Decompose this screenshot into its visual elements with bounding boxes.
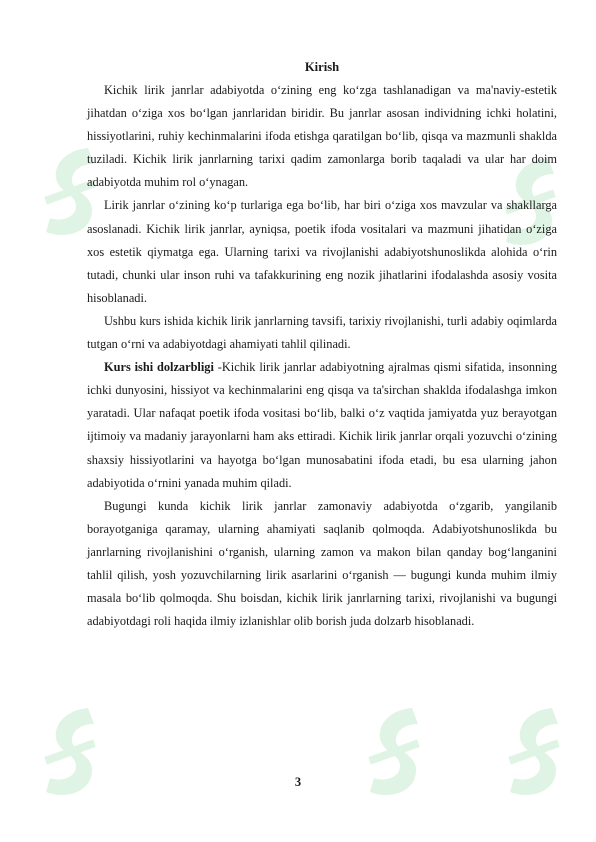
paragraph-text: Lirik janrlar o‘zining ko‘p turlariga ega bo‘lib, har biri o‘ziga xos mavzular va shakllarga asoslanadi. Kichik lirik janrlar, ayniqsa, poetik ifoda vositalari va mazmuni jihatidan o‘ziga xos estetik qiymatga ega. Ularning tarixi va rivojlanishi adabiyotshunoslikda alohida o‘rin tutadi, chunki ular inson ruhi va tafakkurining eng nozik jihatlarini ifodalashda asosiy vosita hisoblanadi. [87, 198, 557, 305]
paragraph-lead-heading: Kurs ishi dolzarbligi [104, 360, 214, 375]
page-title: Kirish [304, 60, 340, 74]
paragraph-intro-5 [87, 495, 557, 634]
paragraph-text: -Kichik lirik janrlar adabiyotning ajralmas qismi sifatida, insonning ichki dunyosini, hissiyot va kechinmalarini eng qisqa va ta'sirchan shaklda ifodalashga imkon yaratadi. Ular nafaqat poetik ifoda vositasi bo‘lib, balki o‘z vaqtida jamiyatda yuz berayotgan ijtimoiy va madaniy jarayonlarni ham aks ettiradi. Kichik lirik janrlar orqali yozuvchi o‘zining shaxsiy hissiyotlarini va hayotga bo‘lgan munosabatini ifoda etadi, bu esa ularning jahon adabiyotida o‘rnini yanada muhim qiladi. [87, 360, 558, 490]
watermark-logo-icon [36, 700, 106, 810]
watermark-logo-icon [360, 700, 430, 810]
paragraph-intro-1 [87, 79, 557, 194]
paragraph-intro-2 [87, 194, 557, 309]
watermark-logo-icon [500, 700, 570, 810]
paragraph-intro-3 [87, 310, 557, 356]
paragraph-text: Bugungi kunda kichik lirik janrlar zamonaviy adabiyotda o‘zgarib, yangilanib borayotganiga qaramay, ularning ahamiyati saqlanib qolmoqda. Adabiyotshunoslikda bu janrlarning rivojlanishini o‘rganish, ularning zamon va makon bilan qanday bog‘langanini tahlil qilish, yosh yozuvchilarning lirik asarlarini o‘rganish — bugungi kunda muhim ilmiy masala bo‘lib qolmoqda. Shu boisdan, kichik lirik janrlarning tarixi, rivojlanishi va bugungi adabiyotdagi roli haqida ilmiy izlanishlar olib borish juda dolzarb hisoblanadi. [87, 498, 557, 629]
paragraph-text: Kichik lirik janrlar adabiyotda o‘zining eng ko‘zga tashlanadigan va ma'naviy-estetik jihatdan o‘ziga xos bo‘lgan janrlaridan biridir. Bu janrlar asosan individning ichki holatini, hissiyotlarini, ruhiy kechinmalarini ifoda etishga qaratilgan bo‘lib, qisqa va mazmunli shaklda tuziladi. Kichik lirik janrlarning tarixi qadim zamonlarga borib taqaladi va ular har doim adabiyotda muhim rol o‘ynagan. [87, 83, 557, 190]
paragraph-text: Ushbu kurs ishida kichik lirik janrlarning tavsifi, tarixiy rivojlanishi, turli adabiy oqimlarda tutgan o‘rni va adabiyotdagi ahamiyati tahlil qilinadi. [87, 313, 557, 352]
document-body [87, 56, 557, 633]
page-number: 3 [294, 775, 302, 789]
paragraph-relevance [87, 356, 557, 495]
